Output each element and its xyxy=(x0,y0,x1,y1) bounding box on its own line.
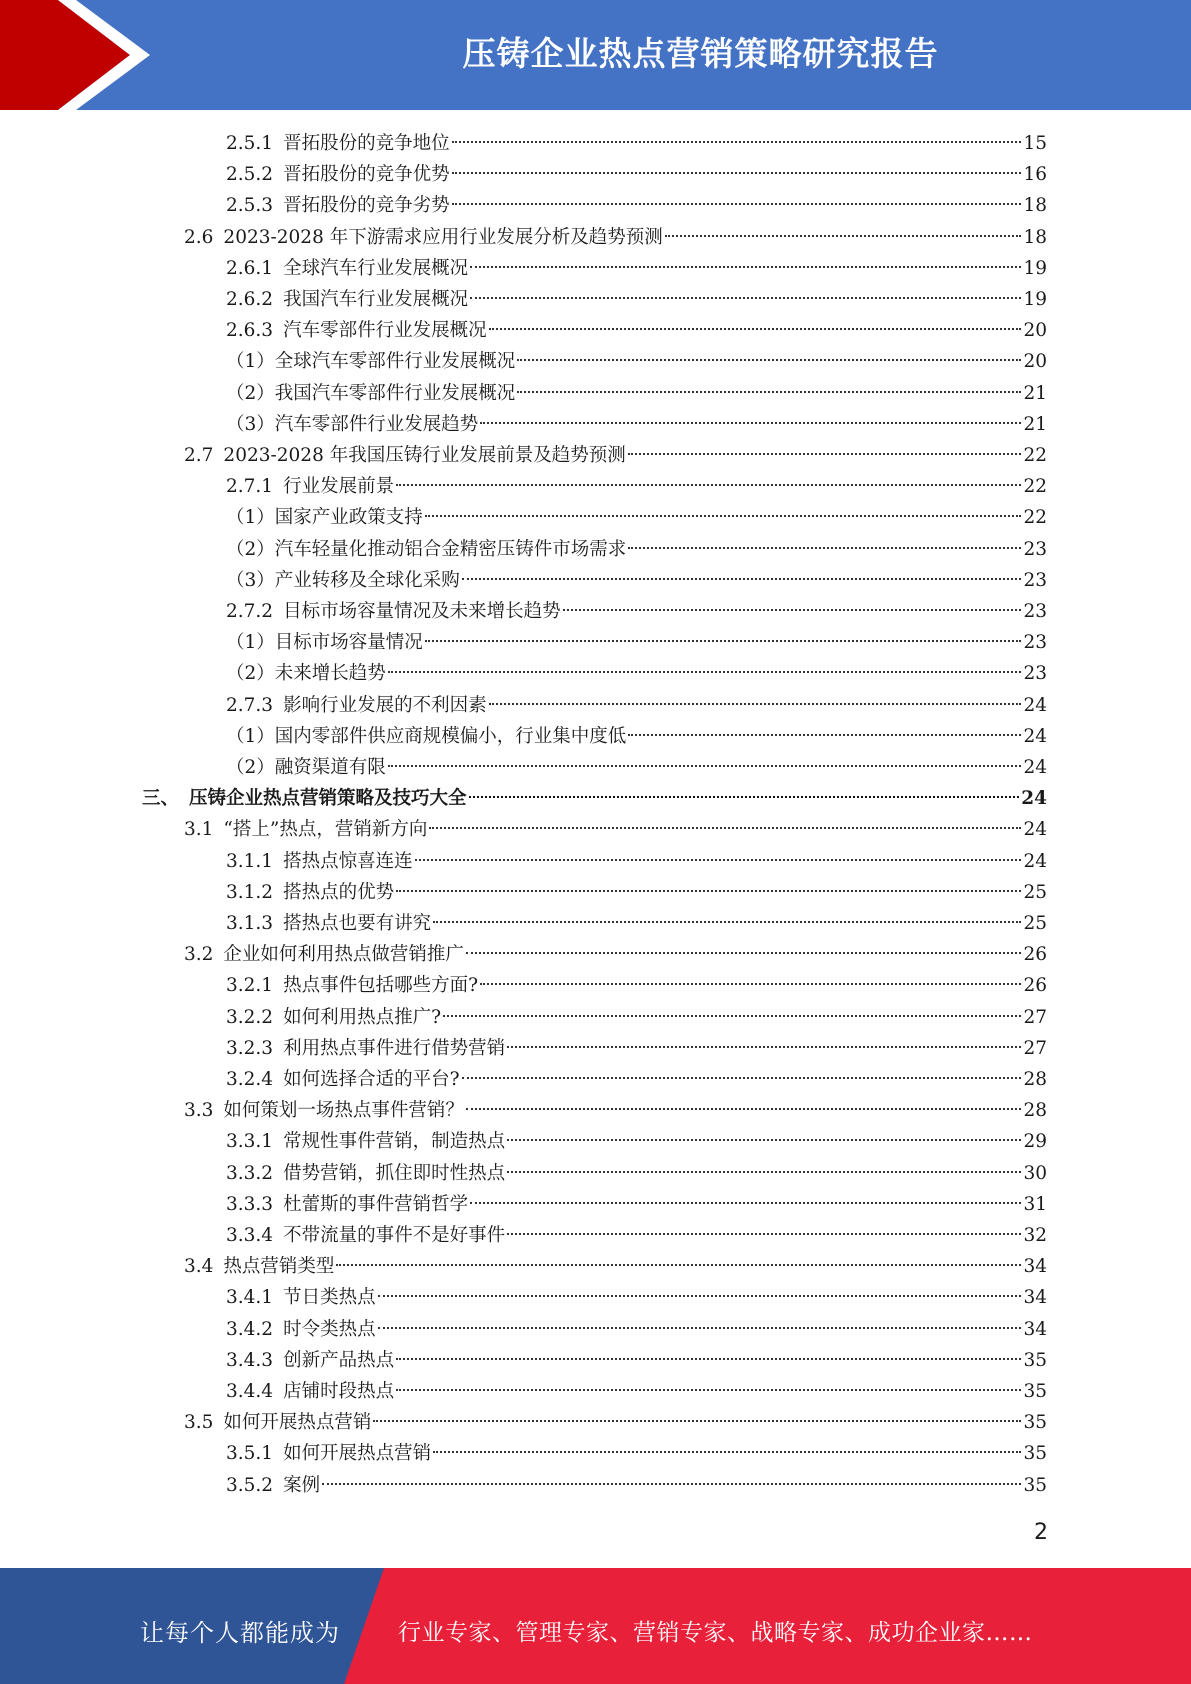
toc-entry-page: 24 xyxy=(1023,694,1047,716)
toc-dot-leader xyxy=(322,1483,1021,1485)
toc-dot-leader xyxy=(378,1295,1022,1297)
toc-entry-page: 15 xyxy=(1023,133,1047,154)
toc-entry[interactable] xyxy=(226,1064,1047,1095)
toc-dot-leader xyxy=(443,1015,1021,1017)
toc-entry-title: 不带流量的事件不是好事件 xyxy=(283,1225,506,1246)
toc-entry-title: 影响行业发展的不利因素 xyxy=(283,694,487,716)
toc-dot-leader xyxy=(470,266,1021,268)
toc-entry-title: 行业发展前景 xyxy=(283,476,395,498)
toc-entry[interactable] xyxy=(226,1470,1047,1501)
toc-entry[interactable] xyxy=(226,752,1047,783)
toc-entry-number: 3.3 xyxy=(184,1100,214,1122)
toc-entry[interactable] xyxy=(226,128,1047,159)
toc-entry-title: 热点营销类型 xyxy=(223,1256,335,1278)
toc-entry[interactable] xyxy=(226,190,1047,221)
toc-dot-leader xyxy=(396,1358,1021,1360)
toc-entry-number: 3.5.1 xyxy=(226,1443,274,1465)
toc-entry[interactable] xyxy=(142,783,1047,814)
toc-entry-title: 常规性事件营销，制造热点 xyxy=(283,1131,506,1153)
toc-dot-leader xyxy=(480,983,1021,985)
report-title: 压铸企业热点营销策略研究报告 xyxy=(462,34,939,73)
toc-entry[interactable] xyxy=(184,222,1047,253)
toc-entry-title: 压铸企业热点营销策略及技巧大全 xyxy=(189,788,467,810)
toc-dot-leader xyxy=(425,640,1022,642)
toc-dot-leader xyxy=(452,203,1022,205)
toc-entry-title: 2023-2028 年下游需求应用行业发展分析及趋势预测 xyxy=(223,226,663,248)
toc-entry-number: 3.3.2 xyxy=(226,1162,274,1184)
toc-entry-number: 2.5.3 xyxy=(226,195,274,217)
toc-entry[interactable] xyxy=(226,378,1047,409)
toc-entry[interactable] xyxy=(226,315,1047,346)
toc-dot-leader xyxy=(415,859,1022,861)
toc-entry-page: 27 xyxy=(1023,1006,1047,1028)
toc-entry-page: 23 xyxy=(1023,569,1047,591)
toc-entry-page: 35 xyxy=(1023,1412,1047,1434)
toc-entry-number: 3.5 xyxy=(184,1412,214,1434)
toc-entry-number: （2） xyxy=(226,663,275,685)
toc-entry-page: 31 xyxy=(1023,1193,1047,1215)
toc-dot-leader xyxy=(470,297,1021,299)
toc-dot-leader xyxy=(480,422,1021,424)
toc-entry[interactable] xyxy=(226,627,1047,658)
toc-entry-title: 企业如何利用热点做营销推广 xyxy=(223,944,464,966)
toc-dot-leader xyxy=(388,765,1022,767)
toc-entry-page: 28 xyxy=(1023,1069,1047,1090)
toc-entry[interactable] xyxy=(226,1002,1047,1033)
toc-dot-leader xyxy=(466,1108,1022,1110)
toc-entry-number: 3.1.3 xyxy=(226,913,274,934)
toc-entry-title: 如何选择合适的平台? xyxy=(283,1069,460,1090)
toc-entry-page: 34 xyxy=(1023,1318,1047,1340)
toc-dot-leader xyxy=(396,1389,1021,1391)
toc-entry-title: 时令类热点 xyxy=(283,1318,376,1340)
toc-entry-number: 2.7.1 xyxy=(226,476,274,498)
toc-entry[interactable] xyxy=(226,846,1047,877)
toc-entry-title: 如何利用热点推广? xyxy=(283,1006,441,1028)
toc-entry-page: 18 xyxy=(1023,195,1047,217)
toc-entry-number: 3.4.1 xyxy=(226,1287,274,1309)
toc-entry-page: 28 xyxy=(1023,1100,1047,1122)
toc-entry-number: 3.3.4 xyxy=(226,1225,274,1246)
toc-dot-leader xyxy=(470,1202,1021,1204)
toc-entry-title: 融资渠道有限 xyxy=(274,757,386,778)
toc-entry-page: 34 xyxy=(1023,1287,1047,1309)
toc-entry-title: 国内零部件供应商规模偏小，行业集中度低 xyxy=(274,725,627,747)
toc-entry[interactable] xyxy=(226,1376,1047,1407)
toc-entry-title: 未来增长趋势 xyxy=(274,663,386,685)
toc-entry-number: 3.1.2 xyxy=(226,881,274,903)
toc-entry-number: 3.4.4 xyxy=(226,1381,274,1402)
toc-entry-page: 24 xyxy=(1023,725,1047,747)
toc-entry-title: 如何开展热点营销 xyxy=(223,1412,372,1434)
toc-entry-page: 30 xyxy=(1023,1162,1047,1184)
header-banner xyxy=(0,0,1191,110)
toc-entry-title: 全球汽车零部件行业发展概况 xyxy=(274,351,516,373)
toc-entry-title: 汽车轻量化推动铝合金精密压铸件市场需求 xyxy=(274,538,627,560)
toc-entry-page: 35 xyxy=(1023,1474,1047,1496)
toc-entry-title: 搭热点惊喜连连 xyxy=(283,850,413,872)
toc-entry-page: 23 xyxy=(1023,663,1047,685)
toc-entry-number: （1） xyxy=(226,351,275,373)
toc-entry-title: 汽车零部件行业发展趋势 xyxy=(274,413,479,435)
toc-dot-leader xyxy=(336,1264,1021,1266)
toc-entry-title: 案例 xyxy=(283,1474,321,1496)
toc-dot-leader xyxy=(628,734,1021,736)
toc-entry[interactable] xyxy=(226,596,1047,627)
toc-entry-number: 3.2.3 xyxy=(226,1037,274,1059)
toc-entry-page: 26 xyxy=(1023,944,1047,966)
toc-dot-leader xyxy=(452,141,1022,143)
toc-dot-leader xyxy=(517,359,1021,361)
toc-entry-page: 35 xyxy=(1023,1443,1047,1465)
toc-entry-title: 目标市场容量情况 xyxy=(274,632,423,654)
toc-entry-page: 22 xyxy=(1023,476,1047,498)
toc-dot-leader xyxy=(628,453,1022,455)
toc-entry[interactable] xyxy=(226,409,1047,440)
footer-expert-list: 行业专家、管理专家、营销专家、战略专家、成功企业家…… xyxy=(398,1620,1033,1646)
toc-dot-leader xyxy=(378,1327,1022,1329)
toc-entry-number: 3.1.1 xyxy=(226,850,274,872)
toc-dot-leader xyxy=(507,1139,1021,1141)
toc-entry-number: 2.7 xyxy=(184,445,214,466)
toc-entry-number: （2） xyxy=(226,757,275,778)
toc-entry-number: （3） xyxy=(226,569,275,591)
toc-entry[interactable] xyxy=(226,1033,1047,1064)
toc-entry-title: 晋拓股份的竞争劣势 xyxy=(283,195,450,217)
toc-entry[interactable] xyxy=(226,471,1047,502)
toc-entry-page: 35 xyxy=(1023,1349,1047,1371)
toc-entry[interactable] xyxy=(226,159,1047,190)
toc-entry-title: 我国汽车零部件行业发展概况 xyxy=(274,382,516,404)
toc-entry[interactable] xyxy=(226,908,1047,939)
toc-entry-page: 25 xyxy=(1023,913,1047,934)
toc-dot-leader xyxy=(469,796,1020,798)
toc-entry-page: 20 xyxy=(1023,351,1047,373)
toc-entry-page: 22 xyxy=(1023,445,1047,466)
toc-dot-leader xyxy=(563,609,1022,611)
toc-entry-title: 2023-2028 年我国压铸行业发展前景及趋势预测 xyxy=(223,445,626,466)
toc-entry-page: 27 xyxy=(1023,1037,1047,1059)
toc-entry-page: 19 xyxy=(1023,257,1047,279)
toc-entry-title: 目标市场容量情况及未来增长趋势 xyxy=(283,601,561,622)
toc-dot-leader xyxy=(396,890,1021,892)
toc-entry-page: 18 xyxy=(1023,226,1047,248)
toc-entry-title: “搭上”热点，营销新方向 xyxy=(223,819,428,841)
toc-entry-title: 创新产品热点 xyxy=(283,1349,395,1371)
toc-entry-number: 3.1 xyxy=(184,819,214,841)
toc-entry[interactable] xyxy=(184,1251,1047,1282)
footer-slogan: 让每个人都能成为 xyxy=(140,1619,340,1647)
toc-dot-leader xyxy=(517,391,1021,393)
toc-dot-leader xyxy=(429,827,1021,829)
toc-entry-title: 晋拓股份的竞争地位 xyxy=(283,133,450,154)
toc-entry-title: 汽车零部件行业发展概况 xyxy=(283,320,487,342)
toc-entry-title: 搭热点也要有讲究 xyxy=(283,913,432,934)
toc-entry[interactable] xyxy=(184,1095,1047,1126)
toc-dot-leader xyxy=(507,1171,1021,1173)
toc-entry-number: （1） xyxy=(226,507,275,529)
toc-entry-page: 24 xyxy=(1023,850,1047,872)
toc-entry[interactable] xyxy=(226,1438,1047,1469)
toc-entry-page: 19 xyxy=(1023,289,1047,310)
toc-entry-title: 如何开展热点营销 xyxy=(283,1443,432,1465)
toc-entry-number: （2） xyxy=(226,382,275,404)
toc-entry-page: 21 xyxy=(1023,413,1047,435)
toc-entry-number: 2.5.1 xyxy=(226,133,274,154)
toc-entry[interactable] xyxy=(226,253,1047,284)
toc-entry-title: 利用热点事件进行借势营销 xyxy=(283,1037,506,1059)
toc-entry-number: （1） xyxy=(226,632,275,654)
toc-entry[interactable] xyxy=(226,721,1047,752)
toc-entry-number: 3.3.1 xyxy=(226,1131,274,1153)
toc-dot-leader xyxy=(433,1451,1021,1453)
toc-entry-page: 20 xyxy=(1023,320,1047,342)
toc-entry-number: 2.5.2 xyxy=(226,164,274,186)
toc-entry-number: 2.7.2 xyxy=(226,601,274,622)
toc-dot-leader xyxy=(433,921,1021,923)
toc-entry[interactable] xyxy=(226,1189,1047,1220)
toc-dot-leader xyxy=(452,172,1022,174)
toc-entry-title: 节日类热点 xyxy=(283,1287,376,1309)
footer-banner xyxy=(0,1568,1191,1684)
toc-entry-number: 3.2 xyxy=(184,944,214,966)
toc-entry-number: （2） xyxy=(226,538,275,560)
toc-entry-page: 24 xyxy=(1023,819,1047,841)
toc-entry-number: 3.4.2 xyxy=(226,1318,274,1340)
toc-entry[interactable] xyxy=(226,284,1047,315)
toc-entry-page: 23 xyxy=(1023,601,1047,622)
toc-entry-page: 35 xyxy=(1023,1381,1047,1402)
toc-entry-number: 3.2.1 xyxy=(226,975,274,997)
toc-entry-number: 3.4.3 xyxy=(226,1349,274,1371)
toc-entry[interactable] xyxy=(184,440,1047,471)
toc-entry[interactable] xyxy=(226,346,1047,377)
toc-entry[interactable] xyxy=(226,534,1047,565)
toc-entry-title: 产业转移及全球化采购 xyxy=(274,569,460,591)
toc-entry-title: 借势营销，抓住即时性热点 xyxy=(283,1162,506,1184)
toc-entry[interactable] xyxy=(226,1345,1047,1376)
toc-entry[interactable] xyxy=(226,1126,1047,1157)
toc-entry-page: 24 xyxy=(1023,757,1047,778)
toc-entry-title: 店铺时段热点 xyxy=(283,1381,395,1402)
toc-entry-title: 如何策划一场热点事件营销？ xyxy=(223,1100,464,1122)
toc-entry-number: 3.4 xyxy=(184,1256,214,1278)
red-arrow-icon xyxy=(0,0,170,110)
toc-dot-leader xyxy=(373,1420,1021,1422)
toc-entry[interactable] xyxy=(226,1158,1047,1189)
toc-entry[interactable] xyxy=(226,502,1047,533)
page-number: 2 xyxy=(1034,1520,1048,1545)
toc-entry-page: 23 xyxy=(1023,538,1047,560)
toc-dot-leader xyxy=(388,671,1022,673)
toc-entry-number: 三、 xyxy=(142,788,180,810)
toc-dot-leader xyxy=(396,484,1021,486)
toc-entry-title: 我国汽车行业发展概况 xyxy=(283,289,469,310)
toc-dot-leader xyxy=(466,952,1022,954)
toc-entry-page: 21 xyxy=(1023,382,1047,404)
toc-dot-leader xyxy=(665,235,1022,237)
toc-entry-page: 25 xyxy=(1023,881,1047,903)
toc-entry-page: 16 xyxy=(1023,164,1047,186)
toc-entry-number: 2.6 xyxy=(184,226,214,248)
toc-dot-leader xyxy=(462,1077,1022,1079)
toc-entry[interactable] xyxy=(226,877,1047,908)
toc-entry-page: 32 xyxy=(1023,1225,1047,1246)
toc-entry[interactable] xyxy=(226,1220,1047,1251)
toc-entry[interactable] xyxy=(184,939,1047,970)
toc-entry-page: 22 xyxy=(1023,507,1047,529)
toc-entry-number: 3.3.3 xyxy=(226,1193,274,1215)
toc-entry-title: 杜蕾斯的事件营销哲学 xyxy=(283,1193,469,1215)
toc-entry[interactable] xyxy=(184,1407,1047,1438)
toc-entry-page: 34 xyxy=(1023,1256,1047,1278)
toc-entry-number: 3.2.4 xyxy=(226,1069,274,1090)
toc-entry-number: （3） xyxy=(226,413,275,435)
toc-entry-title: 搭热点的优势 xyxy=(283,881,395,903)
toc-dot-leader xyxy=(425,515,1022,517)
toc-dot-leader xyxy=(507,1046,1021,1048)
toc-entry-page: 23 xyxy=(1023,632,1047,654)
toc-dot-leader xyxy=(489,703,1022,705)
toc-entry-number: 2.6.3 xyxy=(226,320,274,342)
toc-entry[interactable] xyxy=(226,690,1047,721)
toc-entry-number: 3.5.2 xyxy=(226,1474,274,1496)
toc-entry-number: 2.6.2 xyxy=(226,289,274,310)
toc-entry-number: 2.6.1 xyxy=(226,257,274,279)
toc-entry-title: 晋拓股份的竞争优势 xyxy=(283,164,450,186)
toc-dot-leader xyxy=(507,1233,1021,1235)
toc-entry-page: 26 xyxy=(1023,975,1047,997)
toc-entry-title: 热点事件包括哪些方面? xyxy=(283,975,478,997)
toc-entry-page: 29 xyxy=(1023,1131,1047,1153)
toc-entry-number: （1） xyxy=(226,725,275,747)
toc-entry[interactable] xyxy=(226,565,1047,596)
toc-entry[interactable] xyxy=(226,1282,1047,1313)
toc-entry[interactable] xyxy=(226,1314,1047,1345)
toc-entry-title: 全球汽车行业发展概况 xyxy=(283,257,469,279)
toc-entry[interactable] xyxy=(184,814,1047,845)
toc-dot-leader xyxy=(489,328,1022,330)
toc-dot-leader xyxy=(462,578,1022,580)
toc-entry-title: 国家产业政策支持 xyxy=(274,507,423,529)
toc-entry[interactable] xyxy=(226,658,1047,689)
toc-entry[interactable] xyxy=(226,970,1047,1001)
toc-entry-page: 24 xyxy=(1021,788,1047,810)
toc-dot-leader xyxy=(628,547,1021,549)
toc-entry-number: 3.2.2 xyxy=(226,1006,274,1028)
toc-entry-number: 2.7.3 xyxy=(226,694,274,716)
